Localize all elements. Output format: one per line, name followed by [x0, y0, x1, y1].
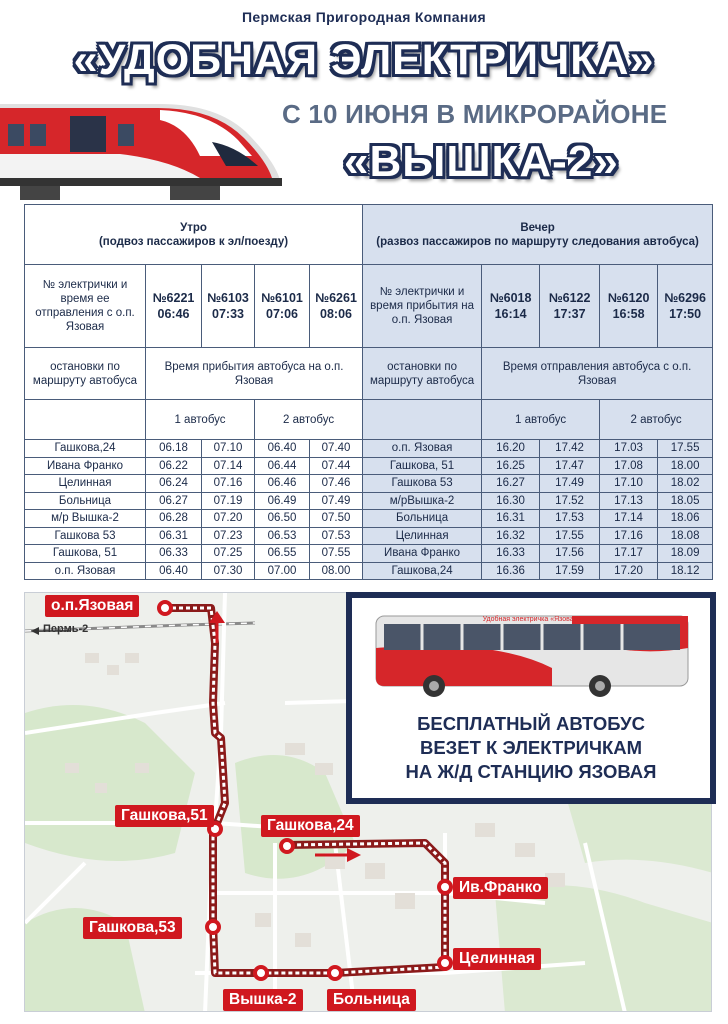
evening-time: 17.14	[600, 510, 658, 528]
evening-title: Вечер	[520, 221, 555, 234]
evening-time: 17.53	[540, 510, 600, 528]
morning-train-label: № электрички и время ее отправления с о.п. Язовая	[25, 265, 146, 348]
evening-time: 18.08	[658, 527, 713, 545]
evening-train: №6296 17:50	[658, 265, 713, 348]
evening-time: 17.52	[540, 492, 600, 510]
table-row	[25, 457, 713, 475]
evening-time: 17.20	[600, 562, 658, 580]
evening-stop-name: Ивана Франко	[363, 545, 482, 563]
evening-time: 17.47	[540, 457, 600, 475]
evening-time: 17.13	[600, 492, 658, 510]
evening-stop-name: Гашкова 53	[363, 475, 482, 493]
arrival-label: Время прибытия автобуса на о.п. Язовая	[146, 348, 363, 400]
stop-label-gashkova51: Гашкова,51	[115, 805, 214, 827]
morning-time: 07.19	[202, 492, 255, 510]
morning-bus-2: 2 автобус	[255, 400, 363, 440]
evening-stop-name: Целинная	[363, 527, 482, 545]
morning-stop-name: Гашкова 53	[25, 527, 146, 545]
table-row	[25, 440, 713, 458]
morning-time: 06.53	[255, 527, 310, 545]
evening-stop-name: м/рВышка-2	[363, 492, 482, 510]
evening-time: 17.55	[540, 527, 600, 545]
bus-side-text: Удобная электричка «Язовая»	[482, 616, 582, 623]
table-row	[25, 475, 713, 493]
morning-time: 06.28	[146, 510, 202, 528]
table-row	[25, 527, 713, 545]
stop-label-yazovaya: о.п.Язовая	[45, 595, 139, 617]
district-title: «ВЫШКА-2»	[344, 137, 619, 186]
evening-time: 16.32	[482, 527, 540, 545]
evening-time: 17.10	[600, 475, 658, 493]
evening-train: №6018 16:14	[482, 265, 540, 348]
evening-subtitle: (развоз пассажиров по маршруту следования автобуса)	[376, 235, 699, 248]
morning-stop-name: м/р Вышка-2	[25, 510, 146, 528]
evening-time: 18.02	[658, 475, 713, 493]
stop-label-bolnica: Больница	[327, 989, 416, 1011]
evening-stop-name: Гашкова,24	[363, 562, 482, 580]
morning-train: №6101 07:06	[255, 265, 310, 348]
morning-time: 07.23	[202, 527, 255, 545]
perm2-label: Пермь-2	[43, 623, 89, 635]
schedule-table	[24, 204, 713, 580]
morning-train: №6221 06:46	[146, 265, 202, 348]
free-bus-line-2: ВЕЗЕТ К ЭЛЕКТРИЧКАМ	[419, 737, 643, 758]
free-bus-line-3: НА Ж/Д СТАНЦИЮ ЯЗОВАЯ	[405, 761, 657, 782]
evening-time: 17.56	[540, 545, 600, 563]
morning-header	[25, 205, 363, 265]
morning-stop-name: Целинная	[25, 475, 146, 493]
morning-time: 07.10	[202, 440, 255, 458]
morning-stop-name: Гашкова,24	[25, 440, 146, 458]
stop-label-celinnaya: Целинная	[453, 948, 541, 970]
morning-time: 07.00	[255, 562, 310, 580]
morning-time: 07.44	[310, 457, 363, 475]
stop-label-gashkova53: Гашкова,53	[83, 917, 182, 939]
morning-time: 06.24	[146, 475, 202, 493]
evening-time: 18.06	[658, 510, 713, 528]
morning-time: 07.30	[202, 562, 255, 580]
evening-header	[363, 205, 713, 265]
morning-stop-name: Больница	[25, 492, 146, 510]
evening-bus-2: 2 автобус	[600, 400, 713, 440]
evening-time: 17.42	[540, 440, 600, 458]
bus-illustration	[372, 608, 692, 698]
table-row	[25, 510, 713, 528]
company-name: Пермская Пригородная Компания	[242, 9, 486, 25]
evening-time: 16.31	[482, 510, 540, 528]
evening-time: 16.30	[482, 492, 540, 510]
morning-time: 07.20	[202, 510, 255, 528]
morning-train: №6261 08:06	[310, 265, 363, 348]
morning-time: 06.50	[255, 510, 310, 528]
poster-title: «УДОБНАЯ ЭЛЕКТРИЧКА»	[73, 36, 655, 84]
morning-stop-name: Ивана Франко	[25, 457, 146, 475]
evening-time: 17.55	[658, 440, 713, 458]
morning-time: 06.46	[255, 475, 310, 493]
morning-subtitle: (подвоз пассажиров к эл/поезду)	[98, 235, 289, 248]
morning-time: 07.49	[310, 492, 363, 510]
morning-time: 06.31	[146, 527, 202, 545]
evening-time: 17.16	[600, 527, 658, 545]
evening-time: 17.49	[540, 475, 600, 493]
morning-time: 06.40	[255, 440, 310, 458]
free-bus-line-1: БЕСПЛАТНЫЙ АВТОБУС	[417, 713, 645, 734]
table-row	[25, 545, 713, 563]
evening-train-label: № электрички и время прибытия на о.п. Язовая	[363, 265, 482, 348]
stop-label-vyshka2: Вышка-2	[223, 989, 303, 1011]
evening-stop-name: Больница	[363, 510, 482, 528]
evening-time: 18.09	[658, 545, 713, 563]
stop-label-gashkova24: Гашкова,24	[261, 815, 360, 837]
evening-time: 16.27	[482, 475, 540, 493]
evening-time: 18.12	[658, 562, 713, 580]
subtitle: С 10 ИЮНЯ В МИКРОРАЙОНЕ	[282, 99, 668, 129]
morning-time: 06.33	[146, 545, 202, 563]
evening-train: №6122 17:37	[540, 265, 600, 348]
morning-bus-1: 1 автобус	[146, 400, 255, 440]
morning-time: 07.55	[310, 545, 363, 563]
morning-time: 06.40	[146, 562, 202, 580]
evening-stop-name: о.п. Язовая	[363, 440, 482, 458]
free-bus-text	[352, 712, 710, 784]
morning-stops-label: остановки по маршруту автобуса	[25, 348, 146, 400]
evening-time: 17.08	[600, 457, 658, 475]
morning-time: 07.14	[202, 457, 255, 475]
morning-time: 06.18	[146, 440, 202, 458]
morning-time: 06.27	[146, 492, 202, 510]
evening-bus-1: 1 автобус	[482, 400, 600, 440]
evening-time: 18.05	[658, 492, 713, 510]
evening-time: 16.20	[482, 440, 540, 458]
evening-time: 17.03	[600, 440, 658, 458]
morning-time: 07.16	[202, 475, 255, 493]
evening-time: 17.17	[600, 545, 658, 563]
morning-time: 07.50	[310, 510, 363, 528]
morning-time: 07.40	[310, 440, 363, 458]
evening-time: 16.25	[482, 457, 540, 475]
morning-stop-name: о.п. Язовая	[25, 562, 146, 580]
morning-time: 06.49	[255, 492, 310, 510]
evening-time: 17.59	[540, 562, 600, 580]
train-illustration	[0, 96, 282, 204]
table-row	[25, 492, 713, 510]
morning-time: 07.53	[310, 527, 363, 545]
free-bus-box	[346, 592, 716, 804]
evening-time: 16.36	[482, 562, 540, 580]
morning-train: №6103 07:33	[202, 265, 255, 348]
evening-stop-name: Гашкова, 51	[363, 457, 482, 475]
morning-time: 06.22	[146, 457, 202, 475]
morning-time: 06.55	[255, 545, 310, 563]
morning-time: 08.00	[310, 562, 363, 580]
morning-title: Утро	[180, 221, 207, 234]
evening-time: 16.33	[482, 545, 540, 563]
morning-time: 07.46	[310, 475, 363, 493]
morning-stop-name: Гашкова, 51	[25, 545, 146, 563]
evening-train: №6120 16:58	[600, 265, 658, 348]
stop-label-ivfranko: Ив.Франко	[453, 877, 548, 899]
morning-time: 07.25	[202, 545, 255, 563]
evening-stops-label: остановки по маршруту автобуса	[363, 348, 482, 400]
evening-time: 18.00	[658, 457, 713, 475]
departure-label: Время отправления автобуса с о.п. Язовая	[482, 348, 713, 400]
table-row	[25, 562, 713, 580]
morning-time: 06.44	[255, 457, 310, 475]
